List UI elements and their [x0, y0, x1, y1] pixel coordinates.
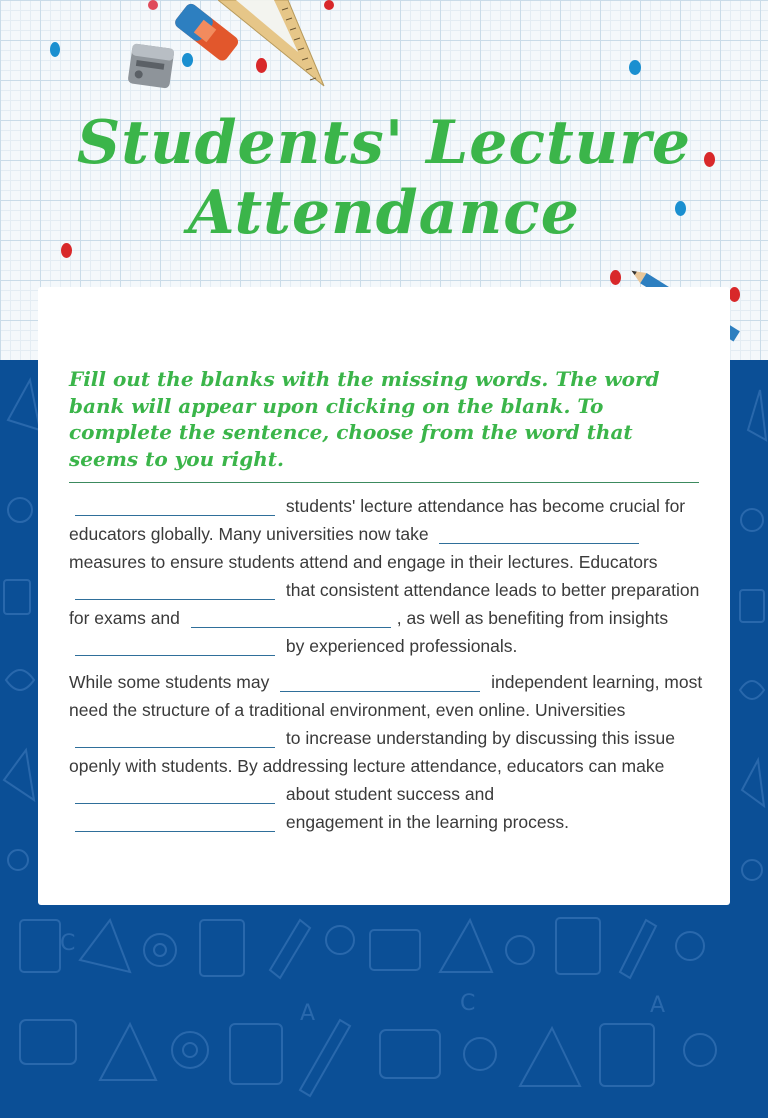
blank-1[interactable] [75, 494, 275, 516]
passage-text: that consistent attendance leads to better preparation for exams and [69, 580, 700, 628]
ruler-icon [218, 0, 328, 88]
blank-4[interactable] [191, 606, 391, 628]
passage-text: about student success and [285, 784, 495, 804]
instructions: Fill out the blanks with the missing words. The word bank will appear upon clicking on the blank. To complete the sentence, choose from the word that seems to you right. [69, 367, 660, 471]
confetti-dot [50, 42, 60, 57]
divider [69, 482, 699, 483]
fill-in-passage [69, 492, 705, 844]
svg-text:A: A [650, 993, 666, 1018]
pencil-sharpener-icon [126, 40, 176, 92]
exercise-card [38, 287, 730, 905]
confetti-dot [148, 0, 158, 10]
svg-text:C: C [60, 931, 76, 956]
paragraph-1 [69, 492, 705, 660]
svg-text:C: C [460, 991, 476, 1016]
blank-2[interactable] [439, 522, 639, 544]
blank-7[interactable] [75, 726, 275, 748]
passage-text: by experienced professionals. [285, 636, 518, 656]
passage-text: measures to ensure students attend and engage in their lectures. Educators [69, 552, 658, 572]
paragraph-2 [69, 668, 705, 836]
passage-text: independent learning, most need the structure of a traditional environment, even online. Universities [69, 672, 703, 720]
passage-text: to increase understanding by discussing this issue openly with students. By addressing lecture attendance, educators can make [69, 728, 675, 776]
blank-8[interactable] [75, 782, 275, 804]
blank-3[interactable] [75, 578, 275, 600]
page-title: Students' Lecture Attendance [76, 108, 692, 248]
confetti-dot [629, 60, 641, 75]
blank-9[interactable] [75, 810, 275, 832]
blank-6[interactable] [280, 670, 480, 692]
passage-text: students' lecture attendance has become crucial for educators globally. Many universities now take [69, 496, 686, 544]
passage-text: , as well as benefiting from insights [396, 608, 669, 628]
passage-text: While some students may [69, 672, 270, 692]
blank-5[interactable] [75, 634, 275, 656]
passage-text: engagement in the learning process. [285, 812, 569, 832]
svg-text:A: A [300, 1001, 316, 1026]
confetti-dot [610, 270, 621, 285]
